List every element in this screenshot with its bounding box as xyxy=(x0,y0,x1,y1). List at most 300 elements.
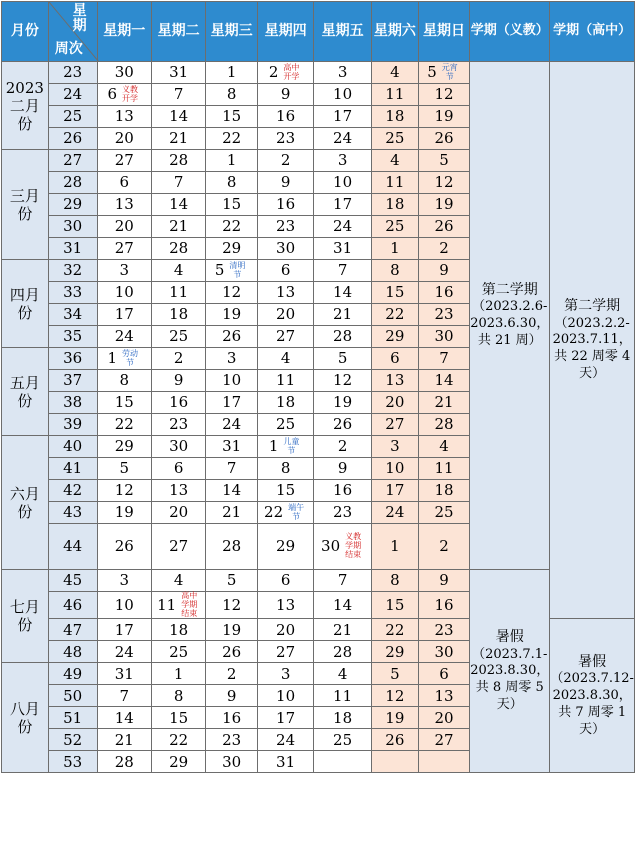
day-number: 4 xyxy=(390,63,400,82)
day-cell xyxy=(97,194,151,216)
day-number: 14 xyxy=(333,283,353,302)
day-cell xyxy=(206,172,257,194)
day-cell xyxy=(371,216,418,238)
day-number: 14 xyxy=(434,371,454,390)
day-number: 18 xyxy=(276,393,296,412)
day-cell xyxy=(151,663,206,685)
day-cell xyxy=(257,216,314,238)
day-number: 10 xyxy=(276,686,296,705)
day-cell xyxy=(151,480,206,502)
day-cell xyxy=(257,570,314,592)
day-number: 1 xyxy=(107,349,118,368)
day-cell xyxy=(97,326,151,348)
day-cell xyxy=(418,304,469,326)
day-number: 28 xyxy=(222,537,242,556)
day-with-note xyxy=(215,262,249,280)
term-gaozhong-semester-title: 第二学期 xyxy=(564,298,621,315)
day-cell xyxy=(314,326,371,348)
day-cell xyxy=(151,150,206,172)
day-number: 15 xyxy=(169,708,189,727)
day-cell xyxy=(418,458,469,480)
day-cell xyxy=(418,480,469,502)
day-cell xyxy=(206,524,257,570)
day-number: 14 xyxy=(333,595,353,614)
day-cell xyxy=(97,641,151,663)
day-cell xyxy=(206,150,257,172)
day-cell xyxy=(206,458,257,480)
day-number: 14 xyxy=(169,107,189,126)
week-header xyxy=(48,2,97,62)
term-yijiao-vacation-detail: （2023.7.1-2023.8.30，共 8 周零 5 天） xyxy=(470,646,550,713)
day-number: 26 xyxy=(434,129,454,148)
day-cell xyxy=(314,619,371,641)
day-cell xyxy=(206,707,257,729)
week-number: 29 xyxy=(48,194,97,216)
day-number: 29 xyxy=(222,239,242,258)
day-cell xyxy=(314,751,371,773)
day-cell xyxy=(206,282,257,304)
day-number: 11 xyxy=(157,595,177,614)
day-number: 22 xyxy=(114,415,134,434)
day-number: 13 xyxy=(276,595,296,614)
day-number: 20 xyxy=(276,620,296,639)
day-number: 22 xyxy=(222,217,242,236)
term-yijiao-header: 学期（义教） xyxy=(470,2,550,62)
day-number: 16 xyxy=(434,595,454,614)
day-cell xyxy=(151,326,206,348)
day-cell xyxy=(206,751,257,773)
day-cell xyxy=(97,282,151,304)
day-cell xyxy=(314,458,371,480)
day-cell xyxy=(418,128,469,150)
day-number: 16 xyxy=(222,708,242,727)
day-cell xyxy=(371,570,418,592)
day-cell xyxy=(257,414,314,436)
day-number: 17 xyxy=(276,708,296,727)
day-cell xyxy=(418,641,469,663)
holiday-note: 义教学期结束 xyxy=(345,532,362,559)
day-cell xyxy=(151,751,206,773)
day-number: 1 xyxy=(390,239,400,258)
day-number: 18 xyxy=(169,305,189,324)
day-number: 16 xyxy=(169,393,189,412)
day-number: 8 xyxy=(390,261,400,280)
day-cell xyxy=(371,524,418,570)
week-number: 46 xyxy=(48,592,97,619)
week-number: 23 xyxy=(48,62,97,84)
day-cell xyxy=(418,707,469,729)
day-number: 8 xyxy=(173,686,184,705)
day-cell xyxy=(418,216,469,238)
day-cell xyxy=(257,370,314,392)
day-number: 20 xyxy=(169,503,189,522)
day-cell xyxy=(257,128,314,150)
day-number: 2 xyxy=(173,349,184,368)
day-number: 10 xyxy=(333,85,353,104)
day-cell xyxy=(206,326,257,348)
month-label: 八月 份 xyxy=(2,663,49,773)
day-number: 19 xyxy=(385,708,405,727)
day-number: 11 xyxy=(385,173,405,192)
week-number: 24 xyxy=(48,84,97,106)
day-number: 21 xyxy=(333,620,353,639)
day-cell xyxy=(418,348,469,370)
day-cell xyxy=(97,729,151,751)
day-number: 5 xyxy=(119,459,130,478)
day-cell xyxy=(418,663,469,685)
day-number: 7 xyxy=(173,173,184,192)
day-cell xyxy=(206,304,257,326)
week-number: 42 xyxy=(48,480,97,502)
term-gaozhong-vacation xyxy=(550,619,635,773)
day-cell xyxy=(151,502,206,524)
day-cell xyxy=(371,751,418,773)
day-cell xyxy=(418,414,469,436)
calendar-body xyxy=(2,2,635,773)
day-cell xyxy=(97,414,151,436)
day-number: 10 xyxy=(222,371,242,390)
day-number: 21 xyxy=(169,217,189,236)
day-number: 23 xyxy=(276,129,296,148)
header-row xyxy=(2,2,635,62)
day-cell xyxy=(371,641,418,663)
day-number: 2 xyxy=(226,664,237,683)
day-number: 23 xyxy=(222,730,242,749)
day-cell xyxy=(257,502,314,524)
day-number: 23 xyxy=(276,217,296,236)
day-number: 17 xyxy=(385,481,405,500)
day-cell xyxy=(257,194,314,216)
day-cell xyxy=(151,641,206,663)
day-cell xyxy=(257,619,314,641)
week-number: 31 xyxy=(48,238,97,260)
day-cell xyxy=(151,685,206,707)
day-number: 20 xyxy=(114,217,134,236)
day-cell xyxy=(418,570,469,592)
day-number: 7 xyxy=(119,686,130,705)
day-cell xyxy=(206,436,257,458)
day-cell xyxy=(97,106,151,128)
day-number: 30 xyxy=(169,437,189,456)
day-number: 23 xyxy=(434,305,454,324)
day-cell xyxy=(206,194,257,216)
day-number: 22 xyxy=(385,305,405,324)
day-cell xyxy=(418,150,469,172)
day-number: 9 xyxy=(337,459,348,478)
day-number: 3 xyxy=(226,349,237,368)
day-cell xyxy=(371,370,418,392)
day-cell xyxy=(314,729,371,751)
day-cell xyxy=(257,592,314,619)
day-cell xyxy=(151,729,206,751)
day-cell xyxy=(97,370,151,392)
day-cell xyxy=(371,480,418,502)
term-yijiao-semester-title: 第二学期 xyxy=(481,282,538,299)
day-number: 23 xyxy=(169,415,189,434)
day-cell xyxy=(206,641,257,663)
academic-calendar-table xyxy=(1,1,635,773)
day-cell xyxy=(206,619,257,641)
day-number: 4 xyxy=(173,571,184,590)
day-number: 4 xyxy=(390,151,400,170)
day-number: 14 xyxy=(114,708,134,727)
day-number: 27 xyxy=(114,239,134,258)
day-number: 10 xyxy=(333,173,353,192)
day-number: 13 xyxy=(169,481,189,500)
day-number: 30 xyxy=(321,537,341,556)
day-number: 6 xyxy=(280,261,291,280)
day-number: 27 xyxy=(276,642,296,661)
day-cell xyxy=(97,150,151,172)
holiday-note: 义教开学 xyxy=(122,84,139,103)
day-number: 30 xyxy=(434,327,454,346)
day-number: 9 xyxy=(280,85,291,104)
day-number: 22 xyxy=(385,620,405,639)
day-cell xyxy=(257,458,314,480)
day-number: 9 xyxy=(173,371,184,390)
day-number: 24 xyxy=(222,415,242,434)
day-cell xyxy=(257,238,314,260)
day-number: 3 xyxy=(337,151,348,170)
day-number: 28 xyxy=(169,151,189,170)
day-number: 6 xyxy=(280,571,291,590)
week-number: 39 xyxy=(48,414,97,436)
day-number: 19 xyxy=(333,393,353,412)
day-number: 15 xyxy=(222,107,242,126)
day-number: 16 xyxy=(276,107,296,126)
day-cell xyxy=(371,414,418,436)
week-number: 25 xyxy=(48,106,97,128)
day-number: 25 xyxy=(276,415,296,434)
day-cell xyxy=(97,480,151,502)
day-number: 24 xyxy=(333,217,353,236)
day-number: 2 xyxy=(439,239,449,258)
week-number: 53 xyxy=(48,751,97,773)
week-number: 44 xyxy=(48,524,97,570)
day-number: 15 xyxy=(222,195,242,214)
day-cell xyxy=(97,128,151,150)
day-cell xyxy=(257,260,314,282)
day-cell xyxy=(371,392,418,414)
day-cell xyxy=(97,84,151,106)
day-number: 12 xyxy=(333,371,353,390)
day-cell xyxy=(257,150,314,172)
day-cell xyxy=(257,172,314,194)
day-number: 25 xyxy=(385,129,405,148)
day-number: 3 xyxy=(280,664,291,683)
day-cell xyxy=(97,172,151,194)
day-number: 2 xyxy=(280,151,291,170)
day-number: 13 xyxy=(114,107,134,126)
day-cell xyxy=(371,282,418,304)
day-cell xyxy=(206,592,257,619)
day-cell xyxy=(314,194,371,216)
term-yijiao-semester xyxy=(470,62,550,570)
day-cell xyxy=(151,414,206,436)
day-number: 2 xyxy=(268,63,279,82)
day-cell xyxy=(257,282,314,304)
day-cell xyxy=(314,62,371,84)
day-number: 9 xyxy=(439,261,449,280)
day-with-note xyxy=(157,592,200,618)
month-label: 2023 二月 份 xyxy=(2,62,49,150)
day-number: 1 xyxy=(226,151,237,170)
day-with-note xyxy=(264,504,307,522)
day-number: 19 xyxy=(114,503,134,522)
day-number: 16 xyxy=(333,481,353,500)
day-header-fri: 星期五 xyxy=(314,2,371,62)
holiday-note: 端午节 xyxy=(288,502,305,521)
day-number: 6 xyxy=(390,349,400,368)
day-number: 6 xyxy=(107,85,118,104)
day-number: 12 xyxy=(385,686,405,705)
day-cell xyxy=(257,751,314,773)
holiday-note: 儿童节 xyxy=(283,436,300,455)
day-number: 24 xyxy=(276,730,296,749)
holiday-note: 劳动节 xyxy=(122,348,139,367)
day-cell xyxy=(97,619,151,641)
day-number: 5 xyxy=(390,664,400,683)
day-number: 28 xyxy=(114,752,134,771)
day-cell xyxy=(371,106,418,128)
day-cell xyxy=(151,348,206,370)
day-cell xyxy=(418,592,469,619)
holiday-note: 高中开学 xyxy=(283,62,300,81)
day-number: 12 xyxy=(434,173,454,192)
day-number: 21 xyxy=(114,730,134,749)
day-cell xyxy=(97,685,151,707)
day-number: 20 xyxy=(276,305,296,324)
day-number: 28 xyxy=(333,642,353,661)
day-cell xyxy=(371,436,418,458)
day-number: 25 xyxy=(385,217,405,236)
day-cell xyxy=(371,150,418,172)
holiday-note: 高中学期结束 xyxy=(181,591,198,618)
day-number: 27 xyxy=(385,415,405,434)
day-cell xyxy=(97,524,151,570)
day-cell xyxy=(314,524,371,570)
day-number: 30 xyxy=(434,642,454,661)
week-number: 34 xyxy=(48,304,97,326)
day-number: 27 xyxy=(276,327,296,346)
day-cell xyxy=(371,502,418,524)
day-cell xyxy=(314,570,371,592)
day-cell xyxy=(257,106,314,128)
day-cell xyxy=(314,414,371,436)
week-number: 50 xyxy=(48,685,97,707)
week-number: 49 xyxy=(48,663,97,685)
day-number: 23 xyxy=(333,503,353,522)
day-number: 6 xyxy=(119,173,130,192)
day-number: 13 xyxy=(114,195,134,214)
day-number: 5 xyxy=(214,261,225,280)
day-cell xyxy=(314,150,371,172)
day-cell xyxy=(151,106,206,128)
day-cell xyxy=(314,282,371,304)
day-cell xyxy=(418,106,469,128)
week-number: 41 xyxy=(48,458,97,480)
day-with-note xyxy=(107,350,141,368)
day-number: 8 xyxy=(119,371,130,390)
day-cell xyxy=(418,62,469,84)
day-number: 8 xyxy=(226,85,237,104)
holiday-note: 清明节 xyxy=(229,260,246,279)
day-number: 20 xyxy=(434,708,454,727)
day-cell xyxy=(371,84,418,106)
day-number: 16 xyxy=(434,283,454,302)
term-gaozhong-vacation-title: 暑假 xyxy=(578,654,607,671)
day-number: 30 xyxy=(114,63,134,82)
day-number: 18 xyxy=(434,481,454,500)
day-number: 2 xyxy=(439,537,449,556)
day-header-sun: 星期日 xyxy=(418,2,469,62)
day-number: 13 xyxy=(434,686,454,705)
day-number: 6 xyxy=(439,664,449,683)
day-cell xyxy=(97,62,151,84)
week-header-bottom: 周次 xyxy=(54,40,83,57)
day-number: 10 xyxy=(114,595,134,614)
day-cell xyxy=(206,370,257,392)
day-number: 27 xyxy=(434,730,454,749)
day-number: 18 xyxy=(333,708,353,727)
day-number: 25 xyxy=(169,642,189,661)
day-cell xyxy=(151,458,206,480)
day-cell xyxy=(314,502,371,524)
day-cell xyxy=(206,502,257,524)
day-number: 8 xyxy=(280,459,291,478)
week-number: 28 xyxy=(48,172,97,194)
day-number: 17 xyxy=(114,620,134,639)
month-label: 四月 份 xyxy=(2,260,49,348)
week-number: 37 xyxy=(48,370,97,392)
month-label: 三月 份 xyxy=(2,150,49,260)
day-cell xyxy=(314,436,371,458)
day-cell xyxy=(97,436,151,458)
term-gaozhong-header: 学期（高中） xyxy=(550,2,635,62)
day-header-sat: 星期六 xyxy=(371,2,418,62)
day-cell xyxy=(371,304,418,326)
day-cell xyxy=(97,592,151,619)
day-with-note xyxy=(427,64,461,82)
day-number: 17 xyxy=(222,393,242,412)
day-number: 26 xyxy=(222,642,242,661)
month-label: 五月 份 xyxy=(2,348,49,436)
day-number: 12 xyxy=(222,283,242,302)
day-cell xyxy=(206,729,257,751)
term-gaozhong-semester-detail: （2023.2.2-2023.7.11，共 22 周零 4 天） xyxy=(552,315,632,382)
day-number: 4 xyxy=(439,437,449,456)
day-number: 11 xyxy=(333,686,353,705)
day-number: 9 xyxy=(226,686,237,705)
day-number: 21 xyxy=(333,305,353,324)
day-cell xyxy=(314,106,371,128)
day-cell xyxy=(314,304,371,326)
day-number: 29 xyxy=(114,437,134,456)
day-cell xyxy=(418,392,469,414)
day-cell xyxy=(97,502,151,524)
day-number: 7 xyxy=(337,571,348,590)
day-number: 28 xyxy=(333,327,353,346)
day-cell xyxy=(257,326,314,348)
week-number: 32 xyxy=(48,260,97,282)
day-number: 22 xyxy=(169,730,189,749)
day-number: 18 xyxy=(385,107,405,126)
week-number: 48 xyxy=(48,641,97,663)
day-cell xyxy=(371,348,418,370)
day-number: 13 xyxy=(276,283,296,302)
day-cell xyxy=(97,238,151,260)
day-cell xyxy=(151,172,206,194)
